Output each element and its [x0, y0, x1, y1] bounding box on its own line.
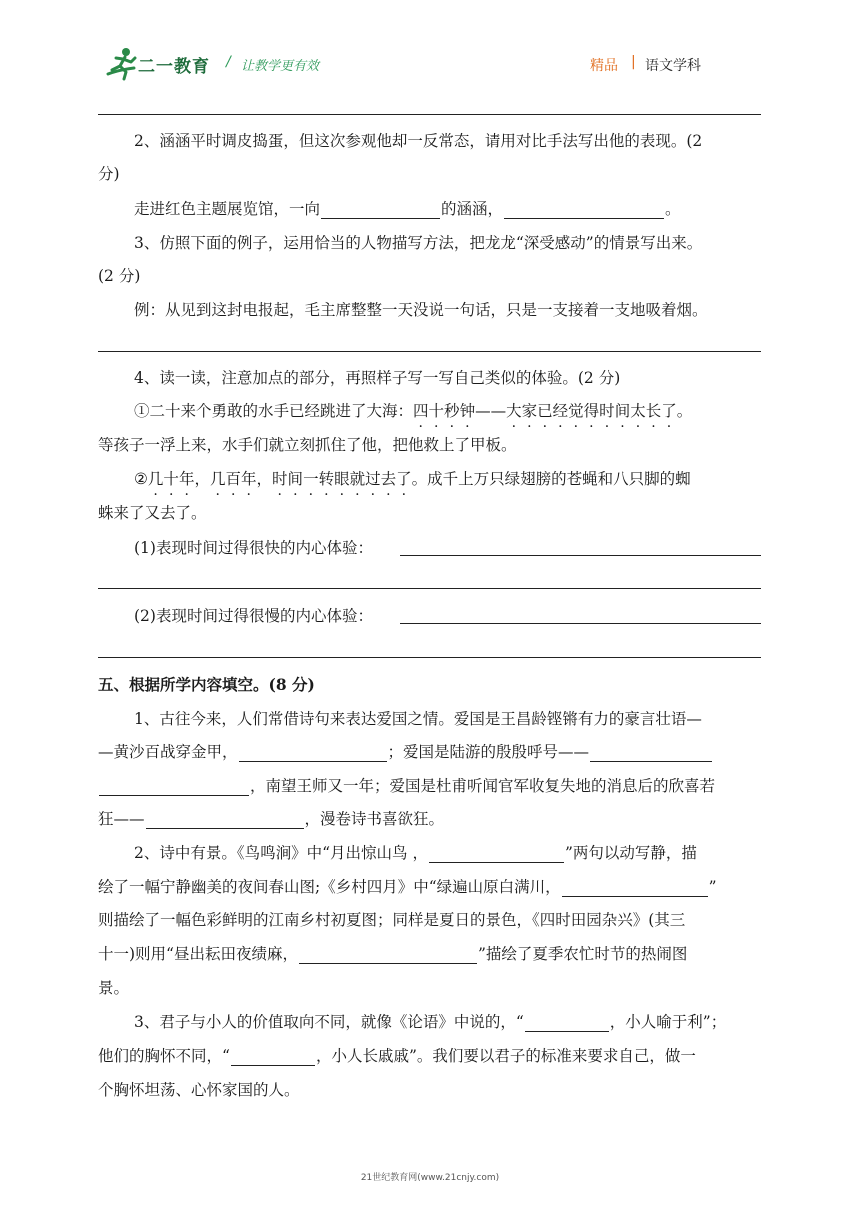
q4-s1-end: 。 — [676, 402, 693, 420]
dotted-char: 一 — [303, 470, 319, 488]
dotted-char: 大 — [506, 402, 522, 420]
quality-label: 精品 — [590, 58, 618, 74]
dotted-char: ， — [256, 470, 273, 488]
s5-i1-blank-2-cont[interactable] — [99, 777, 249, 796]
page-header — [0, 0, 860, 100]
q4-part2-blank-line2[interactable] — [98, 657, 761, 658]
q2-blank-2[interactable] — [504, 200, 664, 219]
s5-i3-text-b: ，小人喻于利”； — [609, 1013, 727, 1031]
dotted-char: 了 — [396, 470, 412, 488]
s5-i3-blank-1[interactable] — [525, 1013, 609, 1032]
dotted-char: 时 — [272, 470, 288, 488]
q4-s2-marker: ② — [134, 470, 148, 488]
dotted-char: 了 — [661, 402, 677, 420]
s5-i2-blank-1[interactable] — [429, 844, 564, 863]
s5-i1-text-a: —黄沙百战穿金甲， — [98, 743, 238, 761]
dotted-char: 转 — [318, 470, 335, 488]
q4-part2-blank[interactable] — [400, 623, 761, 624]
q2-answer-prefix: 走进红色主题展览馆，一向 — [134, 200, 321, 218]
q2-answer-mid: 的涵涵， — [441, 200, 504, 218]
dotted-char: 几 — [209, 470, 226, 488]
s5-item1-line4 — [98, 809, 444, 829]
q3-answer-line[interactable] — [98, 351, 761, 352]
subject-label: 语文学科 — [645, 58, 701, 74]
s5-i3-text-d: ，小人长戚戚”。我们要以君子的标准来要求自己，做一 — [315, 1047, 696, 1065]
s5-item1-line3 — [98, 776, 715, 796]
s5-i2-blank-3[interactable] — [299, 945, 477, 964]
q4-sentence1-line1 — [134, 401, 692, 421]
dotted-char: 得 — [583, 402, 600, 420]
q4-part1-blank-line2[interactable] — [98, 588, 761, 589]
s5-i2-text-c: 绘了一幅宁静幽美的夜间春山图;《乡村四月》中“绿遍山原白满川， — [98, 878, 561, 896]
s5-i1-blank-1[interactable] — [239, 743, 387, 762]
s5-item2-line5: 景。 — [98, 979, 130, 997]
s5-i2-text-f: ”描绘了夏季农忙时节的热闹图 — [477, 945, 688, 963]
s5-i1-text-c: ，南望王师又一年；爱国是杜甫听闻官军收复失地的消息后的欣喜若 — [250, 777, 716, 795]
s5-i2-text-b: ”两句以动写静，描 — [564, 844, 697, 862]
dotted-char: 过 — [365, 470, 381, 488]
s5-item2-line3: 则描绘了一幅色彩鲜明的江南乡村初夏图；同样是夏日的景色，《四时田园杂兴》(其三 — [98, 911, 686, 929]
s5-item3-line3: 个胸怀坦荡、心怀家国的人。 — [98, 1081, 300, 1099]
dotted-char: 时 — [599, 402, 615, 420]
s5-i1-text-d: 狂—— — [98, 810, 145, 828]
q2-blank-1[interactable] — [321, 200, 440, 219]
s5-i2-text-d: ” — [708, 878, 717, 896]
s5-item2-line1 — [134, 843, 697, 863]
s5-item3-line1 — [134, 1012, 726, 1032]
header-divider — [98, 114, 761, 115]
q2-answer-end: 。 — [665, 200, 681, 218]
header-slash: / — [226, 54, 231, 70]
s5-i1-blank-3[interactable] — [146, 810, 304, 829]
s5-i3-text-a: 3、君子与小人的价值取向不同，就像《论语》中说的，“ — [134, 1013, 524, 1031]
dotted-char: 已 — [537, 402, 553, 420]
q4-s1-dotted-text — [413, 402, 677, 420]
page-footer: 21世纪教育网(www.21cnjy.com) — [360, 1173, 500, 1183]
q3-example: 例：从见到这封电报起，毛主席整整一天没说一句话，只是一支接着一支地吸着烟。 — [134, 301, 708, 319]
s5-i2-blank-2[interactable] — [562, 878, 708, 897]
q4-s2-rest: 。成千上万只绿翅膀的苍蝇和八只脚的蜘 — [411, 470, 691, 488]
q2-prompt-line2: 分) — [98, 165, 120, 183]
s5-item1-line1: 1、古往今来，人们常借诗句来表达爱国之情。爱国是王昌龄铿锵有力的豪言壮语— — [134, 710, 702, 728]
header-separator: | — [631, 54, 636, 70]
q4-s1-text: ①二十来个勇敢的水手已经跳进了大海： — [134, 402, 414, 420]
dotted-char: 太 — [630, 402, 646, 420]
q4-prompt: 4、读一读，注意加点的部分，再照样子写一写自己类似的体验。(2 分) — [134, 369, 621, 387]
dotted-char: ， — [194, 470, 210, 488]
dotted-char: 经 — [552, 402, 569, 420]
s5-i1-text-b: ；爱国是陆游的殷殷呼号—— — [387, 743, 590, 761]
q3-prompt-line1: 3、仿照下面的例子，运用恰当的人物描写方法，把龙龙“深受感动”的情景写出来。 — [134, 234, 703, 252]
dotted-char: 十 — [428, 402, 445, 420]
dotted-char: 家 — [521, 402, 538, 420]
q4-part2-label: (2)表现时间过得很慢的内心体验： — [134, 607, 373, 625]
q4-sentence2-line2: 蛛来了又去了。 — [98, 504, 207, 522]
dotted-char: 间 — [287, 470, 304, 488]
dotted-char: 钟 — [459, 402, 476, 420]
s5-i1-text-e: ，漫卷诗书喜欲狂。 — [304, 810, 445, 828]
s5-item2-line4 — [98, 944, 687, 964]
q4-sentence2-line1 — [134, 469, 691, 489]
q4-part1-blank[interactable] — [400, 555, 761, 556]
s5-i2-text-e: 十一)则用“昼出耘田夜绩麻， — [98, 945, 298, 963]
q2-answer-line — [134, 199, 681, 219]
q3-prompt-line2: (2 分) — [98, 267, 141, 285]
dotted-char: 就 — [349, 470, 366, 488]
dotted-char: 长 — [645, 402, 662, 420]
dotted-char: 秒 — [444, 402, 460, 420]
dotted-char: 几 — [147, 470, 164, 488]
dotted-char: 间 — [614, 402, 631, 420]
dotted-char: 四 — [413, 402, 429, 420]
dotted-char: — — [475, 402, 491, 420]
q4-sentence1-line2: 等孩子一浮上来，水手们就立刻抓住了他，把他救上了甲板。 — [98, 436, 517, 454]
s5-item3-line2 — [98, 1046, 696, 1066]
q4-s2-dotted-text — [148, 470, 412, 488]
q4-part1-label: (1)表现时间过得很快的内心体验： — [134, 539, 373, 557]
header-slogan: 让教学更有效 — [241, 59, 320, 74]
dotted-char: — — [490, 402, 507, 420]
dotted-char: 年 — [241, 470, 257, 488]
section5-heading: 五、根据所学内容填空。(8 分) — [98, 675, 315, 694]
s5-i1-blank-2[interactable] — [590, 743, 712, 762]
s5-i2-text-a: 2、诗中有景。《鸟鸣涧》中“月出惊山鸟 ， — [134, 844, 428, 862]
dotted-char: 十 — [163, 470, 179, 488]
q2-prompt-line1: 2、涵涵平时调皮捣蛋，但这次参观他却一反常态，请用对比手法写出他的表现。(2 — [134, 132, 703, 150]
s5-i3-blank-2[interactable] — [231, 1047, 315, 1066]
dotted-char: 年 — [178, 470, 195, 488]
dotted-char: 去 — [380, 470, 397, 488]
s5-i3-text-c: 他们的胸怀不同，“ — [98, 1047, 230, 1065]
dotted-char: 眼 — [334, 470, 350, 488]
s5-item1-line2 — [98, 742, 713, 762]
dotted-char: 百 — [225, 470, 241, 488]
s5-item2-line2 — [98, 877, 717, 897]
logo-text: 二一教育 — [138, 57, 210, 77]
dotted-char: 觉 — [568, 402, 584, 420]
